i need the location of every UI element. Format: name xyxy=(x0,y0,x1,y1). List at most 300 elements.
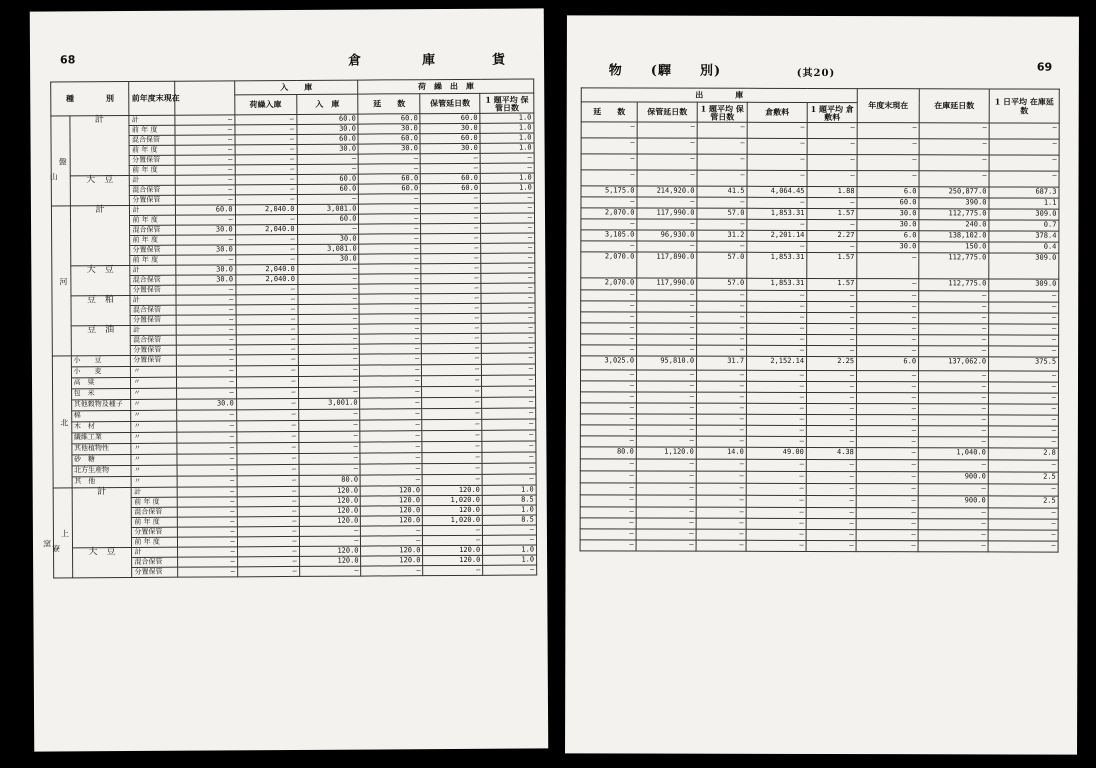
storage-days-value: 117,990.0 xyxy=(637,208,697,219)
storage-days-value: — xyxy=(421,223,481,233)
avg-days-value: — xyxy=(697,219,747,230)
yearend-value: — xyxy=(856,404,918,415)
avg-days-value: — xyxy=(696,495,746,507)
yearend-value: — xyxy=(857,139,919,155)
yearend-value: 60.0 xyxy=(857,198,919,209)
avg-days-value: — xyxy=(697,122,747,138)
stock-days-value: — xyxy=(918,541,988,552)
row-category-label: 混合保管 xyxy=(130,305,175,315)
stock-days-value: — xyxy=(919,302,989,313)
storage-days-value: — xyxy=(637,219,697,230)
outbound-days-value: — xyxy=(360,409,422,420)
header-inbound: 入 庫 xyxy=(296,94,358,114)
storage-days-value: — xyxy=(421,253,481,263)
fee-value: — xyxy=(747,170,807,186)
stock-days-value: 150.0 xyxy=(919,242,989,253)
outbound-days-value: — xyxy=(580,403,636,414)
avg-days-value: — xyxy=(697,241,747,252)
fee-avg-value: — xyxy=(807,312,857,323)
storage-days-value: — xyxy=(422,408,482,419)
header-inbound-transfer: 荷繰入庫 xyxy=(234,94,296,114)
yearend-value: — xyxy=(856,460,918,472)
row-item-label: 豆 油 xyxy=(71,325,131,355)
fee-value: 1,853.31 xyxy=(747,252,807,278)
prev-year-value: — xyxy=(177,557,237,567)
transfer-value: — xyxy=(235,144,297,154)
daily-avg-value: — xyxy=(989,171,1059,187)
avg-days-value: — xyxy=(482,353,536,364)
daily-avg-value: 0.7 xyxy=(989,220,1059,231)
fee-avg-value: — xyxy=(807,241,857,252)
storage-days-value: — xyxy=(422,343,482,353)
fee-value: — xyxy=(747,312,807,323)
stock-days-value: — xyxy=(919,123,989,139)
avg-days-value: — xyxy=(696,459,746,471)
avg-days-value: — xyxy=(483,525,537,535)
outbound-days-value: — xyxy=(581,290,637,301)
yearend-value: — xyxy=(856,541,918,552)
avg-days-value: — xyxy=(482,397,536,408)
outbound-days-value: — xyxy=(581,334,637,345)
inbound-value: 30.0 xyxy=(297,124,359,134)
prev-year-value: — xyxy=(175,215,235,225)
page-title-note: (其20) xyxy=(796,67,836,80)
yearend-value: — xyxy=(857,346,919,357)
daily-avg-value: 375.5 xyxy=(989,357,1059,371)
header-days: 延 数 xyxy=(581,102,637,122)
row-category-label: 前 年 度 xyxy=(129,145,174,155)
avg-days-value: 1.0 xyxy=(483,555,537,565)
fee-value: — xyxy=(747,323,807,334)
fee-avg-value: — xyxy=(806,529,856,540)
outbound-days-value: — xyxy=(359,284,421,294)
fee-avg-value: — xyxy=(806,392,856,403)
outbound-days-value: — xyxy=(580,495,636,507)
transfer-value: — xyxy=(236,376,298,387)
right-table-body xyxy=(580,122,1059,552)
storage-days-value: — xyxy=(421,293,481,303)
table-row xyxy=(581,122,1059,139)
prev-year-value: — xyxy=(176,285,236,295)
row-item-label: 大 豆 xyxy=(72,547,132,577)
fee-value: — xyxy=(746,425,806,436)
fee-avg-value: — xyxy=(807,154,857,170)
fee-value: — xyxy=(747,241,807,252)
fee-avg-value: 1.57 xyxy=(807,208,857,219)
storage-days-value: — xyxy=(422,474,482,485)
inbound-value: — xyxy=(298,314,360,324)
fee-value: 2,152.14 xyxy=(747,356,807,370)
row-category-label: 前 年 度 xyxy=(130,235,175,245)
outbound-days-value: — xyxy=(580,471,636,483)
storage-days-value: — xyxy=(423,565,483,575)
outbound-days-value: 3,025.0 xyxy=(581,356,637,370)
row-category-label: 〃 xyxy=(131,443,176,454)
yearend-value: 30.0 xyxy=(857,209,919,220)
daily-avg-value: — xyxy=(988,426,1058,437)
storage-days-value: 214,920.0 xyxy=(637,186,697,197)
fee-avg-value: — xyxy=(807,122,857,138)
fee-value: — xyxy=(747,154,807,170)
outbound-days-value: — xyxy=(581,312,637,323)
fee-value: 2,201.14 xyxy=(747,230,807,241)
storage-days-value: — xyxy=(637,334,697,345)
outbound-days-value: 60.0 xyxy=(358,134,420,144)
region-name-2: 山 xyxy=(49,171,59,180)
daily-avg-value: — xyxy=(988,404,1058,415)
yearend-value: — xyxy=(856,519,918,530)
avg-days-value: — xyxy=(482,452,536,463)
daily-avg-value: — xyxy=(988,530,1058,541)
prev-year-value: — xyxy=(177,507,237,517)
commodity-label: 小 豆 xyxy=(71,355,131,366)
avg-days-value: 1.0 xyxy=(480,113,534,123)
row-item-label: 計 xyxy=(72,487,132,547)
stock-days-value: 112,775.0 xyxy=(919,209,989,220)
region-name-1: 盤 xyxy=(58,156,68,165)
transfer-value: — xyxy=(235,114,297,124)
prev-year-value: — xyxy=(175,115,235,125)
storage-days-value: — xyxy=(636,495,696,507)
stock-days-value: — xyxy=(919,335,989,346)
fee-avg-value: — xyxy=(807,170,857,186)
fee-avg-value: — xyxy=(806,495,856,507)
row-item-label: 豆 粕 xyxy=(71,295,131,325)
prev-year-value: — xyxy=(176,255,236,265)
storage-days-value: — xyxy=(422,397,482,408)
avg-days-value: — xyxy=(482,463,536,474)
storage-days-value: 1,120.0 xyxy=(636,447,696,459)
avg-days-value: — xyxy=(696,403,746,414)
yearend-value: — xyxy=(857,279,919,291)
outbound-days-value: 30.0 xyxy=(358,124,420,134)
outbound-days-value: — xyxy=(361,475,423,486)
storage-days-value: — xyxy=(637,154,697,170)
stock-days-value: — xyxy=(919,155,989,171)
storage-days-value: — xyxy=(636,540,696,551)
transfer-value: — xyxy=(235,194,297,204)
prev-year-value: — xyxy=(176,325,236,335)
outbound-days-value: — xyxy=(580,507,636,518)
transfer-value: — xyxy=(237,475,299,486)
avg-days-value: 8.5 xyxy=(483,515,537,525)
yearend-value: 6.0 xyxy=(857,231,919,242)
fee-value: — xyxy=(747,334,807,345)
avg-days-value: — xyxy=(481,223,535,233)
fee-value: — xyxy=(747,122,807,138)
inbound-value: — xyxy=(297,164,359,174)
daily-avg-value: — xyxy=(989,371,1059,382)
storage-days-value: — xyxy=(636,392,696,403)
inbound-value: — xyxy=(297,264,359,274)
fee-value: — xyxy=(746,507,806,518)
transfer-value: — xyxy=(236,314,298,324)
daily-avg-value: — xyxy=(989,155,1059,171)
inbound-value: — xyxy=(297,274,359,284)
avg-days-value: — xyxy=(482,364,536,375)
daily-avg-value: — xyxy=(989,313,1059,324)
outbound-days-value: 5,175.0 xyxy=(581,186,637,197)
outbound-days-value: 120.0 xyxy=(361,486,423,496)
avg-days-value: 57.0 xyxy=(697,278,747,290)
inbound-value: — xyxy=(298,304,360,314)
avg-days-value: 1.0 xyxy=(481,183,535,193)
storage-days-value: — xyxy=(636,436,696,447)
storage-days-value: — xyxy=(636,459,696,471)
stock-days-value: 900.0 xyxy=(918,496,988,508)
avg-days-value: — xyxy=(480,153,534,163)
header-avg-days: 1 題平均 保管日数 xyxy=(480,93,534,113)
region-label xyxy=(42,488,72,578)
fee-avg-value: 1.88 xyxy=(807,186,857,197)
outbound-days-value: — xyxy=(360,304,422,314)
transfer-value: — xyxy=(235,134,297,144)
storage-days-value: — xyxy=(423,525,483,535)
yearend-value: — xyxy=(856,530,918,541)
row-category-label: 〃 xyxy=(131,421,176,432)
yearend-value: — xyxy=(856,496,918,508)
stock-days-value: — xyxy=(919,346,989,357)
storage-days-value: — xyxy=(421,243,481,253)
avg-days-value: — xyxy=(696,518,746,529)
prev-year-value: — xyxy=(175,165,235,175)
prev-year-value: — xyxy=(177,465,237,476)
yearend-value: — xyxy=(856,508,918,519)
row-item-label: 計 xyxy=(70,205,130,265)
header-blank xyxy=(174,81,234,115)
stock-days-value: — xyxy=(919,382,989,393)
row-category-label: 〃 xyxy=(131,432,176,443)
storage-days-value: — xyxy=(422,333,482,343)
stock-days-value: 112,775.0 xyxy=(919,279,989,291)
row-category-label: 〃 xyxy=(131,388,176,399)
transfer-value: — xyxy=(236,304,298,314)
inbound-value: — xyxy=(297,224,359,234)
outbound-days-value: — xyxy=(359,274,421,284)
inbound-value: 3,081.0 xyxy=(297,204,359,214)
inbound-value: — xyxy=(299,526,361,536)
row-category-label: 分置保管 xyxy=(131,355,176,366)
outbound-days-value: — xyxy=(360,420,422,431)
fee-avg-value: — xyxy=(806,483,856,495)
inbound-value: 120.0 xyxy=(299,506,361,516)
fee-avg-value: — xyxy=(806,540,856,551)
region-name-3: 窯 xyxy=(42,538,52,548)
storage-days-value: — xyxy=(422,430,482,441)
stock-days-value: — xyxy=(919,324,989,335)
yearend-value: — xyxy=(857,335,919,346)
daily-avg-value: 309.0 xyxy=(989,209,1059,220)
storage-days-value: — xyxy=(637,345,697,356)
inbound-value: 120.0 xyxy=(299,486,361,496)
fee-value: — xyxy=(746,414,806,425)
inbound-value: — xyxy=(299,536,361,546)
stock-days-value: 138,102.0 xyxy=(919,231,989,242)
yearend-value: — xyxy=(856,472,918,484)
row-category-label: 前 年 度 xyxy=(132,497,177,507)
yearend-value: — xyxy=(856,393,918,404)
stock-days-value: — xyxy=(919,171,989,187)
avg-days-value: — xyxy=(481,333,535,343)
row-category-label: 混合保管 xyxy=(131,335,176,345)
yearend-value: — xyxy=(856,437,918,448)
transfer-value: — xyxy=(236,431,298,442)
yearend-value: — xyxy=(857,302,919,313)
storage-days-value: 60.0 xyxy=(421,183,481,193)
yearend-value: — xyxy=(857,253,919,279)
avg-days-value: — xyxy=(697,345,747,356)
page-title: 物 (驛 別) xyxy=(608,63,722,79)
outbound-days-value: — xyxy=(360,431,422,442)
avg-days-value: — xyxy=(482,408,536,419)
commodity-label: 棉 xyxy=(71,410,131,421)
storage-days-value: — xyxy=(421,163,481,173)
row-category-label: 分置保管 xyxy=(131,315,176,325)
storage-days-value: — xyxy=(422,419,482,430)
outbound-days-value: 2,070.0 xyxy=(581,252,637,278)
stock-days-value: — xyxy=(919,139,989,155)
stock-days-value: — xyxy=(919,313,989,324)
outbound-days-value: — xyxy=(360,387,422,398)
outbound-days-value: — xyxy=(359,154,421,164)
storage-days-value: — xyxy=(636,529,696,540)
row-item-label: 大 豆 xyxy=(70,265,130,295)
region-name-2: 寮 xyxy=(51,543,61,552)
row-category-label: 計 xyxy=(132,487,177,497)
row-category-label: 分置保管 xyxy=(130,285,175,295)
avg-days-value: 1.0 xyxy=(483,545,537,555)
outbound-days-value: — xyxy=(580,518,636,529)
header-avg-days: 1 題平均 保管日数 xyxy=(697,102,747,122)
row-category-label: 前 年 度 xyxy=(132,517,177,527)
storage-days-value: 120.0 xyxy=(423,505,483,515)
daily-avg-value: 309.0 xyxy=(989,253,1059,279)
prev-year-value: — xyxy=(176,377,236,388)
daily-avg-value: — xyxy=(988,415,1058,426)
transfer-value: — xyxy=(237,442,299,453)
prev-year-value: — xyxy=(177,537,237,547)
inbound-value: 120.0 xyxy=(299,516,361,526)
left-table-body xyxy=(42,113,537,578)
storage-days-value: — xyxy=(422,364,482,375)
prev-year-value: — xyxy=(175,175,235,185)
row-category-label: 混合保管 xyxy=(130,185,175,195)
daily-avg-value: — xyxy=(989,291,1059,302)
inbound-value: 3,081.0 xyxy=(297,244,359,254)
avg-days-value: — xyxy=(481,293,535,303)
header-yearend: 年度末現在 xyxy=(857,89,919,123)
avg-days-value: — xyxy=(482,375,536,386)
outbound-days-value: — xyxy=(359,244,421,254)
transfer-value: — xyxy=(237,453,299,464)
avg-days-value: — xyxy=(482,386,536,397)
avg-days-value: — xyxy=(481,323,535,333)
left-page xyxy=(30,8,549,751)
daily-avg-value: — xyxy=(989,382,1059,393)
daily-avg-value: — xyxy=(989,123,1059,139)
daily-avg-value: — xyxy=(988,484,1058,496)
outbound-days-value: 60.0 xyxy=(359,174,421,184)
outbound-days-value: — xyxy=(580,381,636,392)
storage-days-value: — xyxy=(421,263,481,273)
storage-days-value: 60.0 xyxy=(420,113,480,123)
avg-days-value: — xyxy=(696,436,746,447)
region-name-1: 上 xyxy=(60,528,70,537)
transfer-value: — xyxy=(235,164,297,174)
prev-year-value: — xyxy=(176,315,236,325)
storage-days-value: 1,020.0 xyxy=(423,515,483,525)
fee-value: — xyxy=(747,197,807,208)
inbound-value: — xyxy=(298,324,360,334)
outbound-days-value: — xyxy=(360,376,422,387)
inbound-value: 30.0 xyxy=(297,144,359,154)
yearend-value: — xyxy=(856,448,918,460)
row-category-label: 〃 xyxy=(131,366,176,377)
inbound-value: — xyxy=(298,420,360,431)
row-category-label: 前 年 度 xyxy=(130,215,175,225)
row-category-label: 前 年 度 xyxy=(129,125,174,135)
commodity-label: 木 材 xyxy=(71,421,131,432)
row-category-label: 〃 xyxy=(131,399,176,410)
prev-year-value: — xyxy=(176,388,236,399)
avg-days-value: — xyxy=(697,334,747,345)
fee-value: — xyxy=(746,471,806,483)
transfer-value: — xyxy=(235,174,297,184)
table-row xyxy=(581,138,1059,155)
daily-avg-value: 2.8 xyxy=(988,448,1058,460)
yearend-value: — xyxy=(857,171,919,187)
outbound-days-value: — xyxy=(581,219,637,230)
outbound-days-value: 2,070.0 xyxy=(581,278,637,290)
fee-avg-value: — xyxy=(807,345,857,356)
avg-days-value: — xyxy=(482,419,536,430)
daily-avg-value: — xyxy=(989,139,1059,155)
transfer-value: — xyxy=(235,124,297,134)
storage-days-value: 60.0 xyxy=(421,173,481,183)
commodity-label: 小 麦 xyxy=(71,366,131,377)
avg-days-value: — xyxy=(696,381,746,392)
stock-days-value: — xyxy=(918,460,988,472)
storage-days-value: 1,020.0 xyxy=(423,495,483,505)
row-category-label: 〃 xyxy=(131,377,176,388)
avg-days-value: — xyxy=(697,301,747,312)
fee-value: — xyxy=(747,219,807,230)
prev-year-value: — xyxy=(175,145,235,155)
right-page xyxy=(565,15,1079,754)
right-data-table xyxy=(580,87,1060,552)
prev-year-value: — xyxy=(175,235,235,245)
storage-days-value: — xyxy=(636,381,696,392)
outbound-days-value: — xyxy=(580,483,636,495)
row-category-label: 分置保管 xyxy=(130,195,175,205)
outbound-days-value: — xyxy=(581,154,637,170)
stock-days-value: 900.0 xyxy=(918,472,988,484)
header-inbound-group: 入 庫 xyxy=(234,80,358,95)
stock-days-value: 112,775.0 xyxy=(919,253,989,279)
storage-days-value: — xyxy=(423,535,483,545)
storage-days-value: 120.0 xyxy=(423,545,483,555)
avg-days-value: 8.5 xyxy=(482,495,536,505)
stock-days-value: — xyxy=(918,508,988,519)
fee-avg-value: 1.57 xyxy=(807,278,857,290)
prev-year-value: 30.0 xyxy=(176,265,236,275)
avg-days-value: — xyxy=(481,253,535,263)
inbound-value: — xyxy=(298,376,360,387)
fee-value: — xyxy=(746,381,806,392)
fee-avg-value: — xyxy=(806,414,856,425)
table-row xyxy=(581,252,1059,279)
fee-value: — xyxy=(746,483,806,495)
